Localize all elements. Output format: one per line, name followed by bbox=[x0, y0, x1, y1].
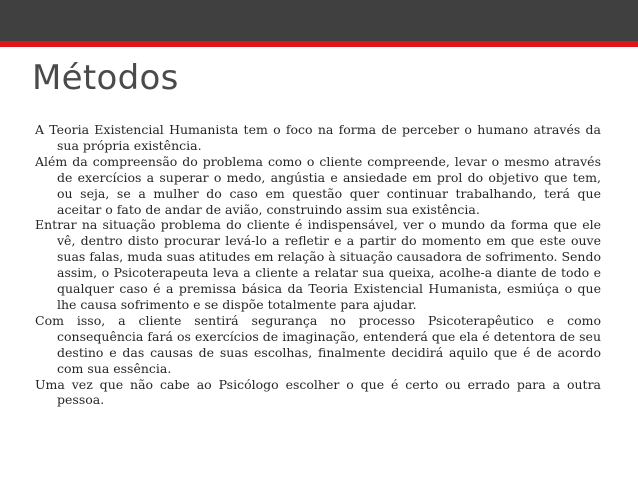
paragraph-3: Entrar na situação problema do cliente é indispensável, ver o mundo da forma que ele vê, dentro disto procurar levá-lo a refletir e a partir do momento em que este ouve suas falas, muda suas atitudes em relação à situação causadora de sofrimento. Sendo assim, o Psicoterapeuta leva a cliente a relatar sua queixa, acolhe-a diante de todo e qualquer caso é a premissa básica da Teoria Existencial Humanista, esmiúça o que lhe causa sofrimento e se dispõe totalmente para ajudar. bbox=[35, 217, 601, 312]
header-bar bbox=[0, 0, 638, 41]
slide-body bbox=[35, 122, 601, 408]
paragraph-1: A Teoria Existencial Humanista tem o foco na forma de perceber o humano através da sua própria existência. bbox=[35, 122, 601, 153]
paragraph-4: Com isso, a cliente sentirá segurança no processo Psicoterapêutico e como consequência fará os exercícios de imaginação, entenderá que ela é detentora de seu destino e das causas de suas escolhas, finalmente decidirá aquilo que é de acordo com sua essência. bbox=[35, 312, 601, 376]
paragraph-5: Uma vez que não cabe ao Psicólogo escolher o que é certo ou errado para a outra pessoa. bbox=[35, 376, 601, 408]
accent-bar bbox=[0, 41, 638, 47]
paragraph-2: Além da compreensão do problema como o cliente compreende, levar o mesmo através de exercícios a superar o medo, angústia e ansiedade em prol do objetivo que tem, ou seja, se a mulher do caso em questão quer continuar trabalhando, terá que aceitar o fato de andar de avião, construindo assim sua existência. bbox=[35, 153, 601, 217]
slide-title: Métodos bbox=[32, 58, 179, 98]
